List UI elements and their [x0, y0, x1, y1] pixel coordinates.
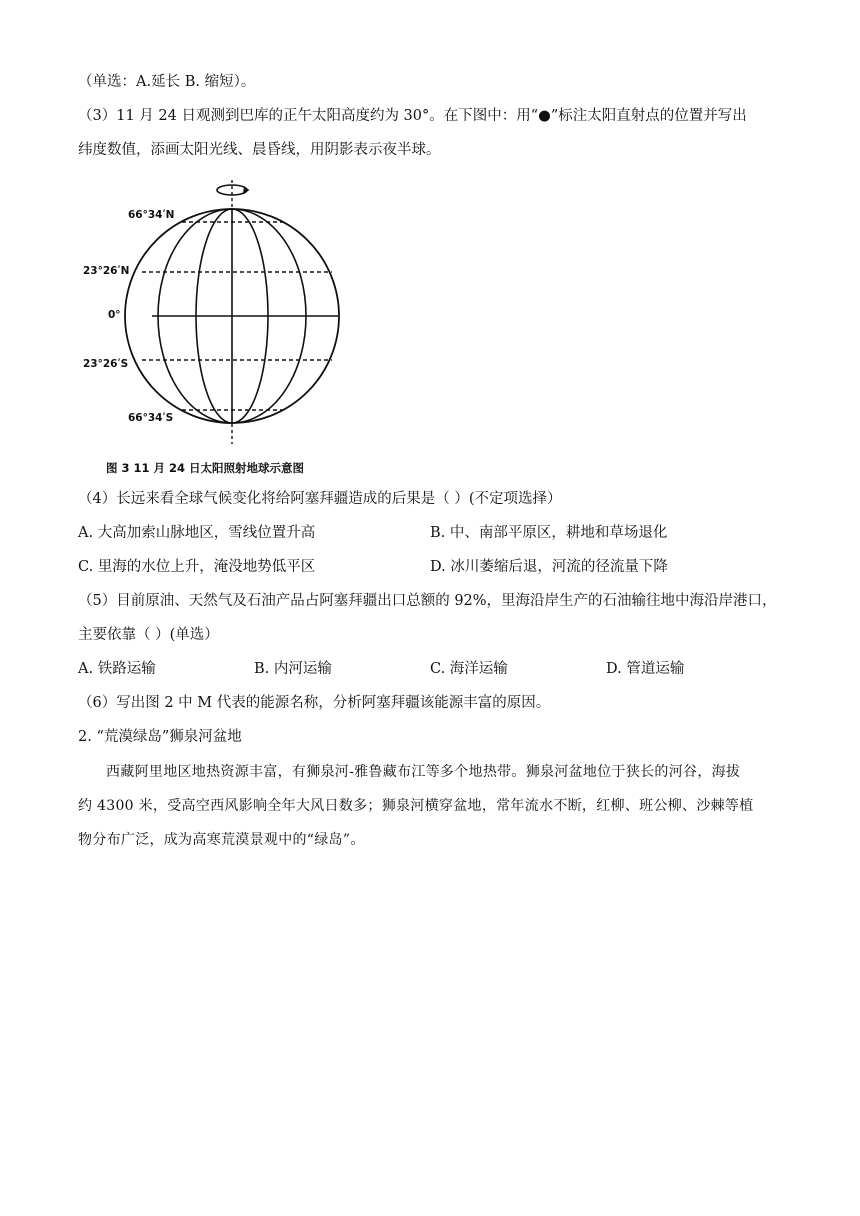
- q5-stem-line1: （5）目前原油、天然气及石油产品占阿塞拜疆出口总额的 92%，里海沿岸生产的石油输往地中海沿岸港口，: [78, 593, 777, 609]
- passage-line1: 西藏阿里地区地热资源丰富，有狮泉河-雅鲁藏布江等多个地热带。狮泉河盆地位于狭长的河谷，海拔: [106, 764, 741, 780]
- q4-option-b: B. 中、南部平原区，耕地和草场退化: [430, 525, 668, 541]
- q1-answer-choices: （单选：A.延长 B. 缩短）。: [78, 74, 256, 90]
- q3-stem-line1: （3）11 月 24 日观测到巴库的正午太阳高度约为 30°。在下图中：用“●”标注太阳直射点的位置并写出: [78, 108, 747, 124]
- label-66n: 66°34ʹN: [128, 209, 175, 221]
- label-equator: 0°: [108, 309, 121, 321]
- q5-option-d: D. 管道运输: [606, 661, 685, 677]
- q5-option-b: B. 内河运输: [254, 661, 332, 677]
- passage-line3: 物分布广泛，成为高寒荒漠景观中的“绿岛”。: [78, 832, 365, 848]
- q5-option-c: C. 海洋运输: [430, 661, 508, 677]
- label-66s: 66°34ʹS: [128, 412, 174, 424]
- figure-caption: 图 3 11 月 24 日太阳照射地球示意图: [106, 461, 305, 475]
- q6-stem: （6）写出图 2 中 M 代表的能源名称，分析阿塞拜疆该能源丰富的原因。: [78, 695, 551, 711]
- globe-diagram: [78, 178, 348, 458]
- q4-stem: （4）长远来看全球气候变化将给阿塞拜疆造成的后果是（ ）(不定项选择）: [78, 491, 562, 507]
- label-23n: 23°26ʹN: [83, 265, 130, 277]
- q3-stem-line2: 纬度数值，添画太阳光线、晨昏线，用阴影表示夜半球。: [78, 142, 441, 158]
- label-23s: 23°26ʹS: [83, 358, 129, 370]
- q5-stem-line2: 主要依靠（ ）(单选）: [78, 627, 219, 643]
- q5-option-a: A. 铁路运输: [78, 661, 156, 677]
- q2-title: 2. “荒漠绿岛”狮泉河盆地: [78, 729, 242, 745]
- q4-option-d: D. 冰川萎缩后退，河流的径流量下降: [430, 559, 668, 575]
- q4-option-c: C. 里海的水位上升，淹没地势低平区: [78, 559, 316, 575]
- q4-option-a: A. 大高加索山脉地区，雪线位置升高: [78, 525, 316, 541]
- passage-line2: 约 4300 米，受高空西风影响全年大风日数多；狮泉河横穿盆地，常年流水不断，红柳、班公柳、沙棘等植: [78, 798, 754, 814]
